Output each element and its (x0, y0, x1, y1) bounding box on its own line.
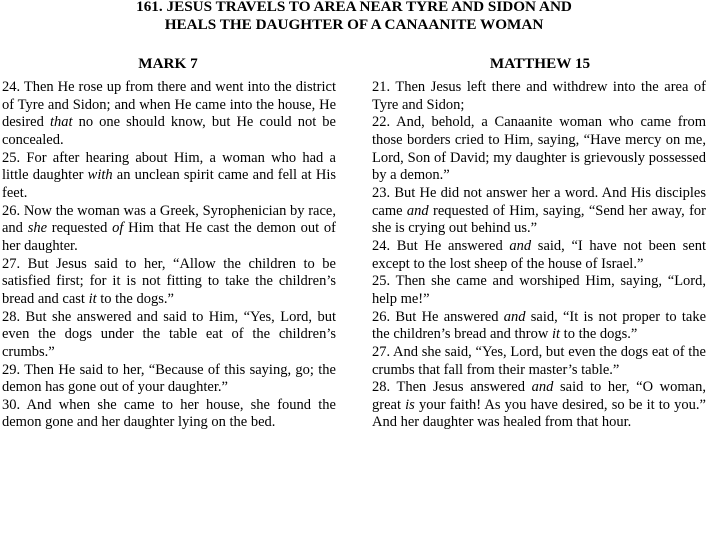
matthew-verse (372, 273, 706, 308)
matthew-verse (372, 114, 706, 185)
verse-text: Him that He cast the demon out of her daughter. (2, 220, 337, 254)
mark-verse (2, 150, 336, 203)
column-heading-mark: MARK 7 (138, 55, 198, 72)
verse-text: 25. For after hearing about Him, a woman who had a little daughter (2, 149, 336, 184)
verse-text: 30. And when she came to her house, she found the demon gone and her daughter lying on the bed. (2, 396, 336, 431)
verse-text: 27. But Jesus said to her, “Allow the children to be satisfied first; for it is not fitting to take the children’s bread and cast (2, 255, 336, 307)
verse-italic-word: she (27, 220, 48, 237)
verse-italic-word: it (88, 290, 97, 307)
verse-italic-word: that (49, 114, 73, 131)
verse-text: requested of Him, saying, “Send her away, for she is crying out behind us.” (372, 202, 706, 237)
verse-text: no one should know, but He could not be concealed. (2, 114, 336, 148)
verse-italic-word: it (551, 326, 561, 343)
verse-text: 29. Then He said to her, “Because of this saying, go; the demon has gone out of your daughter.” (2, 361, 336, 396)
verse-text: 22. And, behold, a Canaanite woman who came from those borders cried to Him, saying, “Have mercy on me, Lord, Son of David; my daughter is grievously possessed by a demon.” (372, 114, 706, 184)
mark-verse (2, 309, 336, 362)
matthew-verse (372, 379, 706, 432)
verse-italic-word: of (112, 220, 124, 237)
verse-text: said, “I have not been sent except to the lost sheep of the house of Israel.” (372, 237, 706, 272)
verse-italic-word: and (406, 202, 429, 219)
matthew-verse (372, 309, 706, 344)
mark-column (2, 79, 336, 432)
verse-text: your faith! As you have desired, so be it to you.” And her daughter was healed from that hour. (372, 396, 706, 431)
verse-text: 28. But she answered and said to Him, “Yes, Lord, but even the dogs under the table eat of the children’s crumbs.” (2, 308, 336, 360)
verse-text: said, “It is not proper to take the children’s bread and throw (372, 308, 707, 343)
mark-verse (2, 362, 336, 397)
title-line-2: HEALS THE DAUGHTER OF A CANAANITE WOMAN (164, 16, 544, 33)
verse-text: 27. And she said, “Yes, Lord, but even the dogs eat of the crumbs that fall from their master’s table.” (372, 343, 706, 378)
verse-text: to the dogs.” (560, 326, 638, 343)
matthew-column (372, 79, 706, 432)
verse-text: 28. Then Jesus answered (372, 379, 532, 396)
verse-text: 26. But He answered (372, 308, 504, 325)
verse-italic-word: and (509, 237, 532, 254)
verse-text: 24. But He answered (372, 237, 510, 254)
verse-text: 26. Now the woman was a Greek, Syrophenician by race, and (2, 202, 336, 237)
verse-text: 21. Then Jesus left there and withdrew into the area of Tyre and Sidon; (372, 79, 706, 113)
matthew-verse (372, 238, 706, 273)
mark-verse (2, 397, 336, 432)
mark-verse (2, 79, 336, 150)
verse-italic-word: and (503, 308, 526, 325)
verse-text: to the dogs.” (96, 290, 174, 307)
verse-italic-word: is (405, 396, 415, 413)
verse-text: said to her, “O woman, great (372, 379, 706, 413)
verse-text: requested (47, 220, 113, 237)
verse-italic-word: with (87, 167, 113, 184)
verse-text: 23. But He did not answer her a word. And His disciples came (372, 184, 706, 219)
mark-verse (2, 203, 336, 256)
page-title (0, 0, 708, 34)
matthew-verse (372, 344, 706, 379)
verse-text: 25. Then she came and worshiped Him, saying, “Lord, help me!” (372, 273, 706, 307)
column-heading-matthew: MATTHEW 15 (489, 55, 591, 72)
verse-text: an unclean spirit came and fell at His feet. (2, 167, 337, 201)
mark-verse (2, 256, 336, 309)
matthew-verse (372, 79, 706, 114)
title-line-1: 161. JESUS TRAVELS TO AREA NEAR TYRE AND SIDON AND (136, 0, 572, 15)
verse-text: 24. Then He rose up from there and went into the district of Tyre and Sidon; and when He came into the house, He desired (2, 79, 336, 131)
verse-italic-word: and (531, 379, 554, 396)
matthew-verse (372, 185, 706, 238)
